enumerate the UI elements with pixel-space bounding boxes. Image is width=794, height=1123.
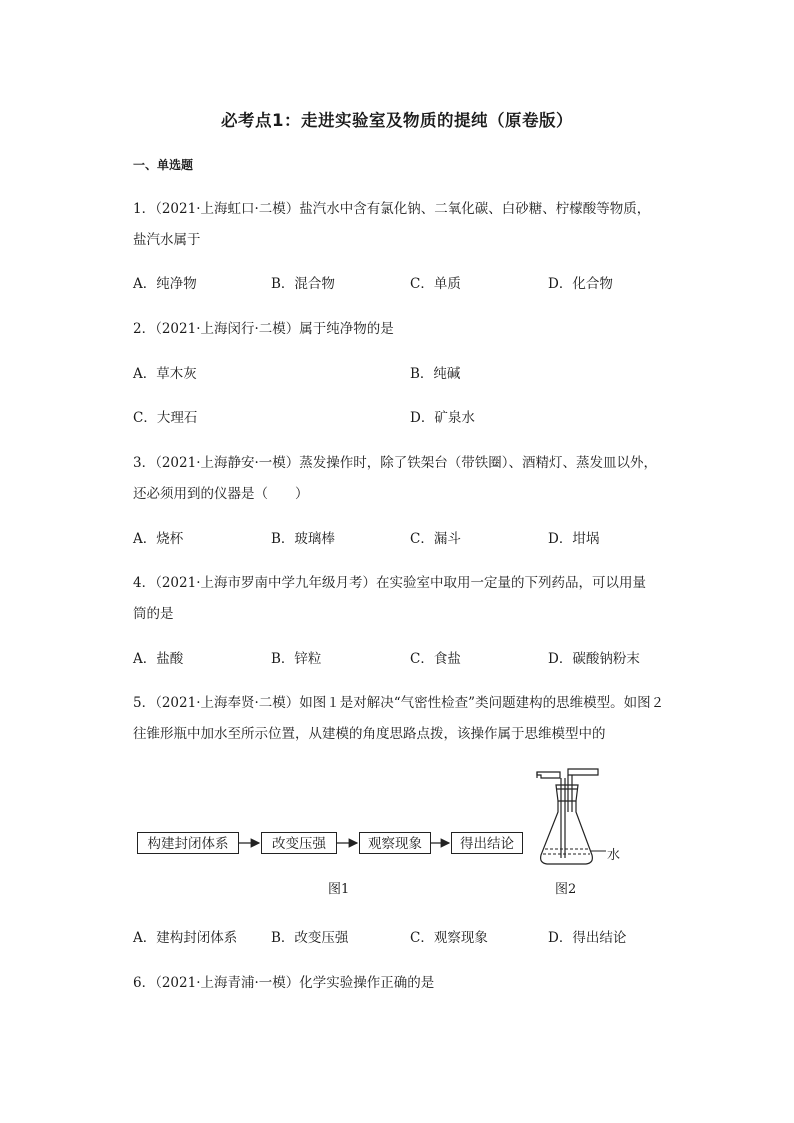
conical-flask-icon <box>537 769 598 864</box>
question-1-stem-line-1: 1．（2021·上海虹口·二模）盐汽水中含有氯化钠、二氧化碳、白砂糖、柠檬酸等物质， <box>133 201 651 217</box>
figure-1-caption: 图1 <box>328 882 350 897</box>
flow-step-conclude: 得出结论 <box>451 832 523 854</box>
question-5-option-a: A．建构封闭体系 <box>133 930 238 946</box>
question-4-stem-line-1: 4．（2021·上海市罗南中学九年级月考）在实验室中取用一定量的下列药品，可以用量 <box>133 575 646 591</box>
question-3-option-b: B．玻璃棒 <box>271 531 335 547</box>
question-2-stem-line-1: 2．（2021·上海闵行·二模）属于纯净物的是 <box>133 321 394 337</box>
question-3-stem-line-1: 3．（2021·上海静安·一模）蒸发操作时，除了铁架台（带铁圈）、酒精灯、蒸发皿以外， <box>133 455 658 471</box>
flow-step-build-closed-system: 构建封闭体系 <box>137 832 239 854</box>
question-4-option-d: D．碳酸钠粉末 <box>548 651 640 667</box>
question-2-option-b: B．纯碱 <box>410 366 461 382</box>
question-4-stem-line-2: 筒的是 <box>133 606 174 622</box>
question-5-stem-line-2: 往锥形瓶中加水至所示位置，从建模的角度思路点拨，该操作属于思维模型中的 <box>133 726 606 742</box>
question-4-option-b: B．锌粒 <box>271 651 322 667</box>
question-1-option-d: D．化合物 <box>548 276 613 292</box>
question-2-option-a: A．草木灰 <box>133 366 197 382</box>
question-1-option-b: B．混合物 <box>271 276 335 292</box>
question-5-stem-line-1: 5．（2021·上海奉贤·二模）如图１是对解决“气密性检查”类问题建构的思维模型。如图２ <box>133 695 665 711</box>
question-5-option-c: C．观察现象 <box>410 930 488 946</box>
figure-2-caption: 图2 <box>555 882 577 897</box>
question-1-option-a: A．纯净物 <box>133 276 197 292</box>
flow-step-change-pressure: 改变压强 <box>261 832 337 854</box>
question-3-option-d: D．坩埚 <box>548 531 600 547</box>
question-6-stem-line-1: 6．（2021·上海青浦·一模）化学实验操作正确的是 <box>133 975 435 991</box>
water-level <box>543 849 590 854</box>
question-5-option-d: D．得出结论 <box>548 930 627 946</box>
question-1-stem-line-2: 盐汽水属于 <box>133 232 201 248</box>
question-3-option-c: C．漏斗 <box>410 531 461 547</box>
question-4-option-a: A．盐酸 <box>133 651 184 667</box>
question-3-stem-line-2: 还必须用到的仪器是（ ） <box>133 486 309 502</box>
page-title: 必考点1：走进实验室及物质的提纯（原卷版） <box>221 111 573 130</box>
question-1-option-c: C．单质 <box>410 276 461 292</box>
question-2-option-d: D．矿泉水 <box>410 410 475 426</box>
section-heading: 一、单选题 <box>133 158 194 172</box>
water-label: 水 <box>607 848 621 863</box>
flow-step-observe: 观察现象 <box>359 832 431 854</box>
question-2-option-c: C．大理石 <box>133 410 198 426</box>
question-5-option-b: B．改变压强 <box>271 930 349 946</box>
question-4-option-c: C．食盐 <box>410 651 461 667</box>
question-3-option-a: A．烧杯 <box>133 531 184 547</box>
